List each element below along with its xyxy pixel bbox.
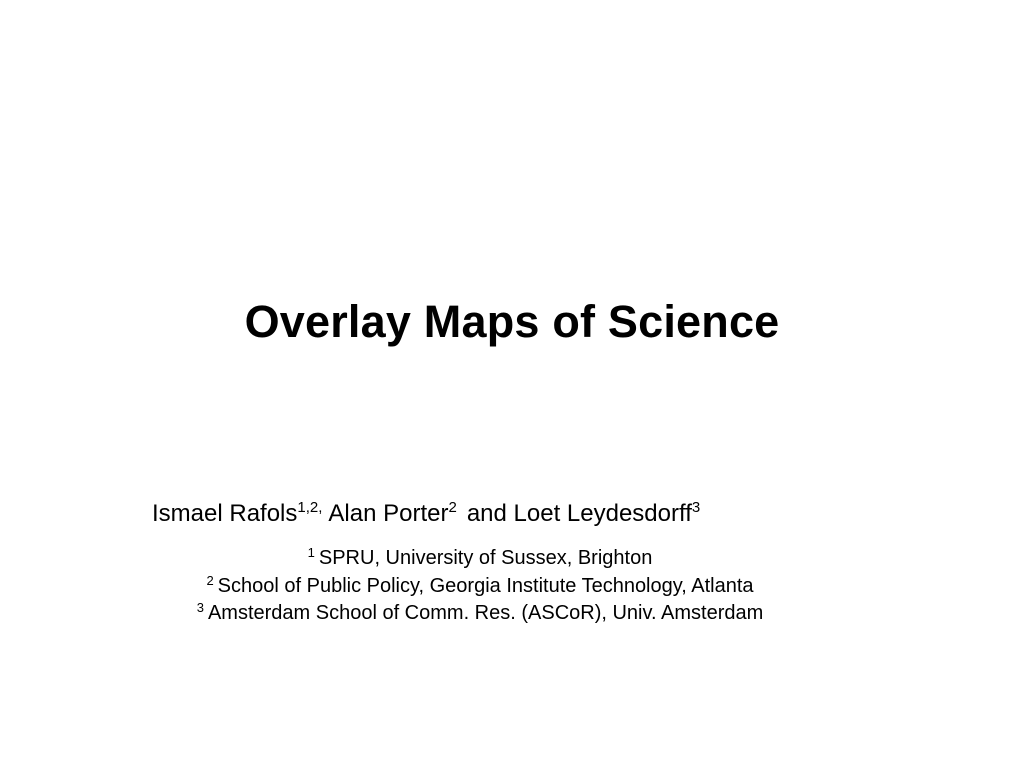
author-affiliation-marker: 2 — [448, 499, 457, 516]
affiliation-text: Amsterdam School of Comm. Res. (ASCoR), Univ. Amsterdam — [207, 602, 764, 624]
affiliation-marker: 2 — [206, 572, 214, 588]
author-affiliation-marker: 3 — [691, 499, 701, 516]
author-name: and Loet Leydesdorff — [466, 500, 692, 527]
affiliation-item — [0, 545, 960, 573]
author-name: Ismael Rafols — [152, 500, 298, 527]
affiliation-marker: 1 — [307, 545, 315, 560]
author-affiliation-marker: 1,2, — [297, 499, 323, 516]
affiliation-text: SPRU, University of Sussex, Brighton — [318, 547, 653, 569]
affiliation-list — [0, 545, 960, 628]
slide-title: Overlay Maps of Science — [244, 296, 780, 347]
affiliation-marker: 3 — [196, 600, 204, 615]
affiliation-item — [0, 600, 960, 628]
author-line — [152, 496, 700, 532]
author-name: Alan Porter — [328, 500, 449, 527]
affiliation-text: School of Public Policy, Georgia Institute Technology, Atlanta — [217, 574, 754, 597]
affiliation-item — [0, 573, 960, 601]
